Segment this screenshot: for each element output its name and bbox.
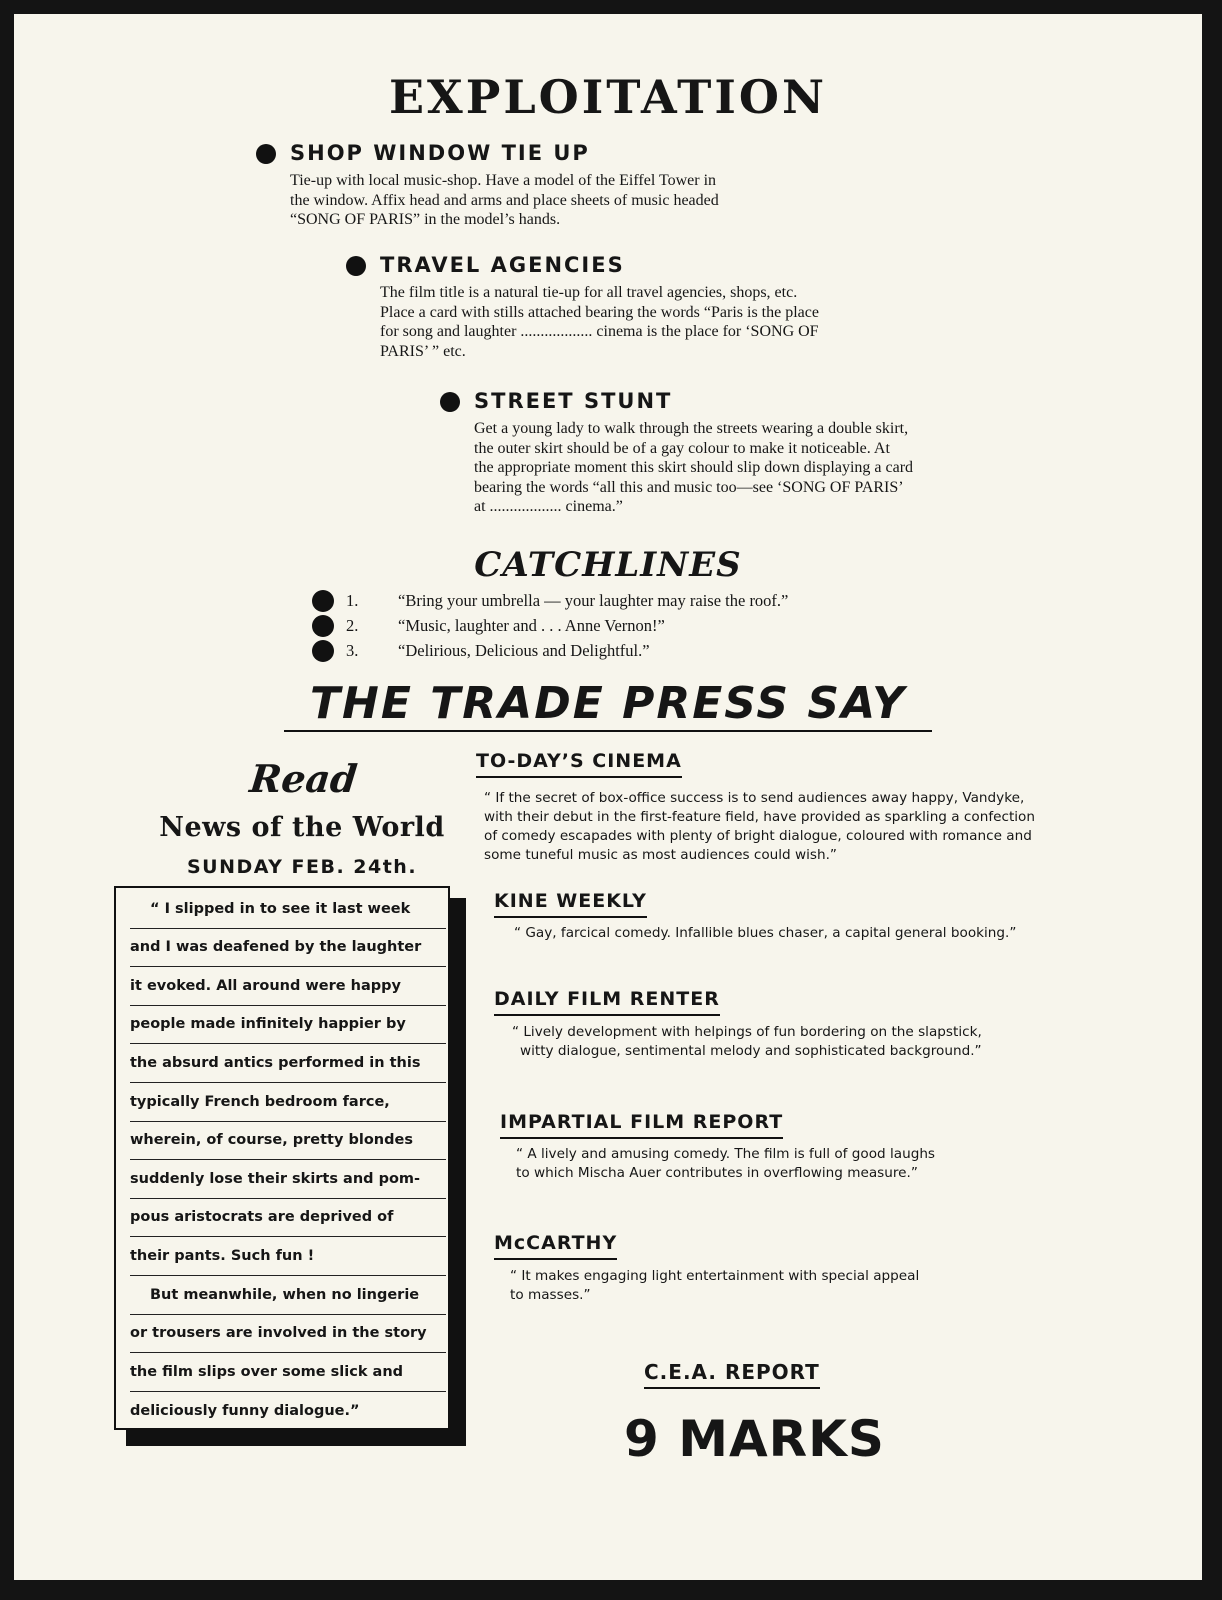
bullet-icon: [440, 392, 460, 412]
quote-line: the absurd antics performed in this: [130, 1044, 446, 1083]
section-heading: SHOP WINDOW TIE UP: [290, 141, 590, 165]
text-line: Get a young lady to walk through the streets wearing a double skirt,: [474, 420, 909, 437]
title-underline: [284, 730, 932, 732]
quote-line: suddenly lose their skirts and pom-: [130, 1160, 446, 1199]
newspaper-date: SUNDAY FEB. 24th.: [186, 856, 418, 878]
quote-line: typically French bedroom farce,: [130, 1083, 446, 1122]
text-line: the window. Affix head and arms and place sheets of music headed: [290, 191, 719, 209]
cea-report-value: 9 MARKS: [624, 1410, 885, 1468]
section-heading: STREET STUNT: [474, 389, 673, 413]
text-line: bearing the words “all this and music too—see ‘SONG OF PARIS’: [474, 478, 904, 496]
newspaper-name: News of the World: [159, 812, 445, 843]
quote-line: the film slips over some slick and: [130, 1353, 446, 1392]
review-source: McCARTHY: [494, 1234, 617, 1260]
catchlines-title: CATCHLINES: [474, 545, 742, 585]
section-body: [380, 283, 986, 361]
text-line: Tie-up with local music-shop. Have a model of the Eiffel Tower in: [290, 172, 717, 189]
bullet-icon: [312, 640, 334, 662]
text-line: the appropriate moment this skirt should slip down displaying a card: [474, 459, 914, 476]
review-text: “ Gay, farcical comedy. Infallible blues chaser, a capital general booking.”: [514, 925, 1017, 941]
read-label: Read: [247, 756, 360, 801]
catchline-item: [312, 588, 788, 613]
text-line: the outer skirt should be of a gay colour to make it noticeable. At: [474, 439, 890, 457]
section-heading: TRAVEL AGENCIES: [380, 253, 625, 277]
review-source: TO-DAY’S CINEMA: [476, 752, 682, 778]
review-text: “ It makes engaging light entertainment with special appeal to masses.”: [510, 1268, 920, 1303]
text-line: PARIS’ ” etc.: [380, 342, 466, 360]
quote-line: But meanwhile, when no lingerie: [130, 1276, 446, 1315]
text-line: for song and laughter .................. cinema is the place for ‘SONG OF: [380, 323, 819, 340]
text-line: at .................. cinema.”: [474, 498, 623, 515]
trade-press-title: THE TRADE PRESS SAY: [310, 678, 906, 729]
text-line: “SONG OF PARIS” in the model’s hands.: [290, 211, 561, 228]
quote-line: pous aristocrats are deprived of: [130, 1199, 446, 1238]
quote-line: it evoked. All around were happy: [130, 967, 446, 1006]
cea-report-label: C.E.A. REPORT: [644, 1362, 820, 1389]
quote-line: people made infinitely happier by: [130, 1006, 446, 1045]
catchline-item: [312, 613, 788, 638]
catchline-item: [312, 638, 788, 663]
pressbook-page: [14, 14, 1202, 1580]
section-shop-window: [256, 143, 896, 230]
catchlines-list: [312, 588, 788, 663]
catchline-number: 2.: [346, 615, 359, 635]
quote-line: or trousers are involved in the story: [130, 1315, 446, 1354]
catchline-number: 3.: [346, 640, 359, 660]
quote-line: their pants. Such fun !: [130, 1237, 446, 1276]
review-text: “ Lively development with helpings of fun bordering on the slapstick, witty dialogue, sentimental melody and sophisticated background.”: [512, 1024, 982, 1059]
bullet-icon: [346, 256, 366, 276]
text-line: The film title is a natural tie-up for all travel agencies, shops, etc.: [380, 284, 798, 301]
section-travel-agencies: [346, 255, 986, 361]
section-body: [290, 171, 896, 230]
quote-line: wherein, of course, pretty blondes: [130, 1122, 446, 1161]
catchline-text: “Music, laughter and . . . Anne Vernon!”: [398, 615, 665, 635]
review-text: “ A lively and amusing comedy. The film is full of good laughs to which Mischa Auer contributes in overflowing measure.”: [516, 1146, 936, 1181]
quote-line: deliciously funny dialogue.”: [130, 1402, 360, 1419]
review-source: IMPARTIAL FILM REPORT: [500, 1113, 783, 1139]
section-street-stunt: [440, 391, 1080, 517]
exploitation-title: EXPLOITATION: [388, 70, 828, 124]
quote-line: “ I slipped in to see it last week: [130, 890, 446, 929]
bullet-icon: [312, 615, 334, 637]
section-body: [474, 419, 1064, 517]
catchline-number: 1.: [346, 590, 359, 610]
catchline-text: “Delirious, Delicious and Delightful.”: [398, 640, 650, 660]
bullet-icon: [256, 144, 276, 164]
bullet-icon: [312, 590, 334, 612]
quote-line: and I was deafened by the laughter: [130, 929, 446, 968]
review-text: “ If the secret of box-office success is to send audiences away happy, Vandyke, with their debut in the first-feature field, have provided as sparkling a confection of comedy escapades with plenty of bright dialogue, coloured with romance and some tuneful music as most audiences could wish.”: [484, 790, 1035, 863]
review-source: KINE WEEKLY: [494, 892, 647, 918]
catchline-text: “Bring your umbrella — your laughter may raise the roof.”: [398, 590, 789, 610]
text-line: Place a card with stills attached bearing the words “Paris is the place: [380, 303, 819, 321]
review-source: DAILY FILM RENTER: [494, 990, 720, 1016]
